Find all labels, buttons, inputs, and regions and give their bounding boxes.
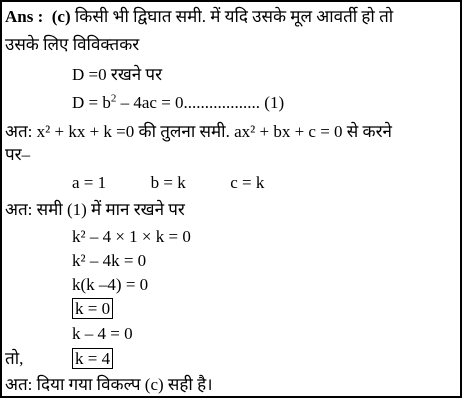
coeff-b: b = k	[150, 173, 186, 192]
step-2: k² – 4k = 0	[72, 251, 147, 270]
intro-continuation: उसके लिए विविक्तकर	[5, 35, 140, 54]
boxed-result-k0: k = 0	[72, 298, 113, 319]
compare-line: अत: x² + kx + k =0 की तुलना समी. ax² + bx + c = 0 से करने	[5, 122, 392, 141]
step-1: k² – 4 × 1 × k = 0	[72, 227, 191, 246]
condition-line: D =0 रखने पर	[72, 65, 163, 84]
step-6	[72, 348, 113, 370]
answer-option: (c)	[51, 7, 71, 26]
conclusion-line: अत: दिया गया विकल्प (c) सही है।	[5, 375, 213, 394]
eq1-prefix: D = b	[72, 93, 111, 112]
compare-line-continuation: पर–	[5, 145, 31, 164]
substitute-line: अत: समी (1) में मान रखने पर	[5, 200, 185, 219]
step-3: k(k –4) = 0	[72, 275, 149, 294]
step-5: k – 4 = 0	[72, 324, 133, 343]
coeff-a: a = 1	[72, 173, 107, 192]
then-label: तो,	[5, 349, 24, 368]
step-4	[72, 298, 113, 320]
coefficients-line	[72, 172, 264, 194]
eq1-suffix: – 4ac = 0.................. (1)	[116, 93, 285, 112]
ans-label: Ans :	[5, 7, 44, 26]
intro-line	[5, 6, 393, 28]
boxed-result-k4: k = 4	[72, 348, 113, 369]
coeff-c: c = k	[230, 173, 265, 192]
eq1-exponent: 2	[110, 92, 117, 105]
discriminant-equation	[72, 92, 284, 114]
intro-text: किसी भी द्विघात समी. में यदि उसके मूल आवर्ती हो तो	[74, 7, 394, 26]
